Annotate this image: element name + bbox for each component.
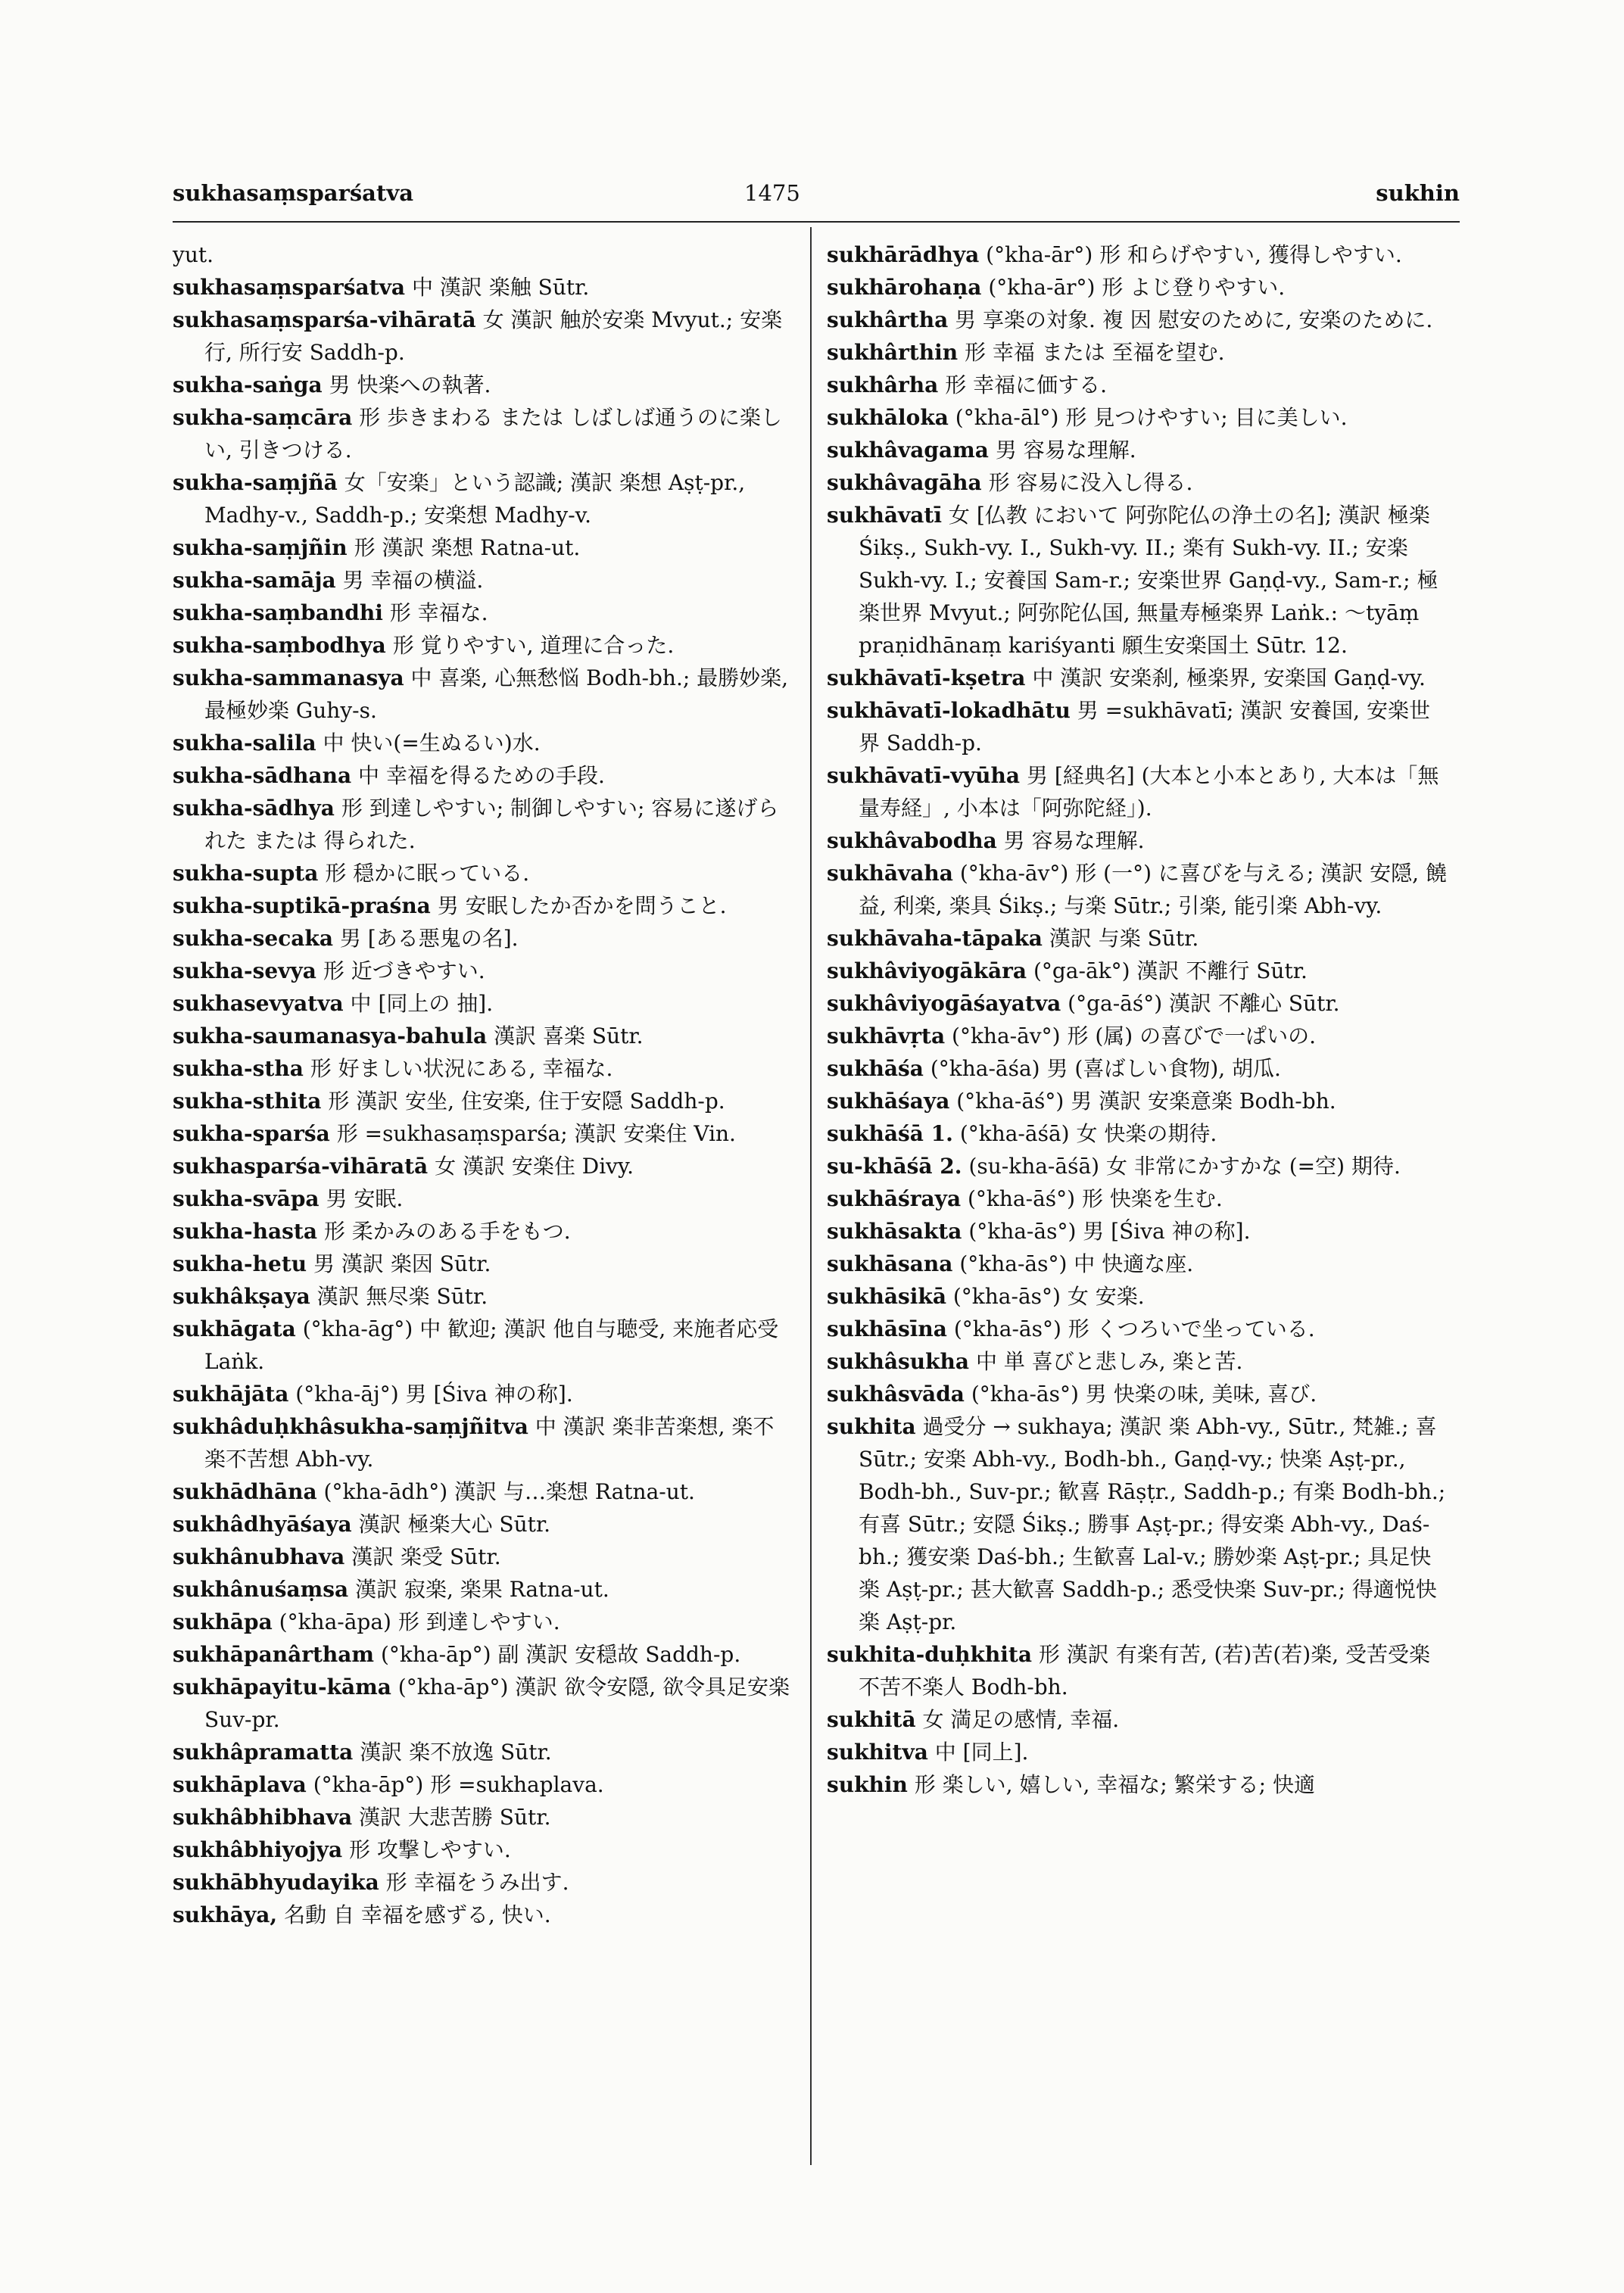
- dictionary-entry: [173, 1085, 793, 1117]
- dictionary-entry: [173, 1606, 793, 1638]
- entry-headword: sukhârthin: [827, 340, 959, 365]
- entry-definition: 中 漢訳 楽非苦楽想, 楽不楽不苦想 Abh-vy.: [204, 1414, 775, 1472]
- entry-definition: 形 近づきやすい.: [323, 958, 485, 983]
- entry-headword: sukhāvatī-vyūha: [827, 763, 1021, 788]
- entry-definition: 形 到達しやすい; 制御しやすい; 容易に遂げられた または 得られた.: [204, 796, 779, 853]
- entry-definition: 女 [仏教 において 阿弥陀仏の浄土の名]; 漢訳 極楽 Śikṣ., Sukh-vy. I., Sukh-vy. II.; 楽有 Sukh-vy. II.; 安楽 Sukh-vy. I.; 安養国 Sam-r.; 安楽世界 Gaṇḍ-vy., Sam-r.; 極楽世界 Mvyut.; 阿弥陀仏国, 無量寿極楽界 Laṅk.: ～tyāṃ praṇidhānaṃ kariśyanti 願生安楽国土 Sūtr. 12.: [859, 503, 1439, 658]
- entry-headword: sukhāloka: [827, 405, 949, 430]
- entry-headword: sukhāpayitu-kāma: [173, 1675, 391, 1699]
- entry-headword: sukha-saṃbodhya: [173, 633, 386, 658]
- entry-definition: 男 快楽への執著.: [329, 372, 491, 397]
- entry-headword: sukhāplava: [173, 1772, 307, 1797]
- entry-definition: 形 好ましい状況にある, 幸福な.: [310, 1056, 613, 1081]
- entry-definition: 中 単 喜びと悲しみ, 楽と苦.: [975, 1349, 1243, 1374]
- entry-definition: (°kha-āg°) 中 歓迎; 漢訳 他自与聴受, 来施者応受 Laṅk.: [204, 1316, 779, 1374]
- entry-definition: 男 容易な理解.: [1003, 828, 1145, 853]
- entry-headword: sukha-saṃbandhi: [173, 600, 383, 625]
- entry-definition: 女 満足の感情, 幸福.: [922, 1707, 1120, 1732]
- dictionary-entry: [827, 466, 1448, 499]
- entry-definition: (°kha-āp°) 副 漢訳 安穏故 Saddh-p.: [380, 1642, 741, 1667]
- entry-definition: (°kha-āś°) 形 快楽を生む.: [968, 1186, 1223, 1211]
- entry-definition: (°kha-ās°) 男 快楽の味, 美味, 喜び.: [971, 1382, 1317, 1407]
- entry-definition: 形 歩きまわる または しばしば通うのに楽しい, 引きつける.: [204, 405, 782, 463]
- entry-definition: 女 漢訳 安楽住 Divy.: [435, 1154, 634, 1179]
- entry-headword: sukhāpanârtham: [173, 1642, 375, 1667]
- dictionary-entry: [173, 727, 793, 759]
- entry-definition: (°kha-āp°) 漢訳 欲令安隠, 欲令具足安楽 Suv-pr.: [204, 1675, 790, 1732]
- dictionary-entry: [827, 369, 1448, 401]
- entry-headword: sukhâvagama: [827, 438, 989, 463]
- entry-headword: sukhita-duḥkhita: [827, 1642, 1032, 1667]
- entry-headword: sukhasevyatva: [173, 991, 344, 1016]
- dictionary-entry: [173, 1117, 793, 1150]
- entry-definition: (°kha-ār°) 形 よじ登りやすい.: [988, 275, 1286, 300]
- entry-headword: sukha-sādhana: [173, 763, 352, 788]
- entry-headword: sukhāvṛta: [827, 1023, 946, 1048]
- entry-definition: (su-kha-āśā) 女 非常にかすかな (=空) 期待.: [968, 1154, 1401, 1179]
- dictionary-entry: [173, 1768, 793, 1801]
- dictionary-entry: [173, 1313, 793, 1378]
- dictionary-entry: [173, 531, 793, 564]
- entry-definition: 男 容易な理解.: [995, 438, 1136, 463]
- dictionary-entry: [173, 987, 793, 1020]
- entry-headword: sukhâbhiyojya: [173, 1837, 343, 1862]
- entry-headword: sukhāśa: [827, 1056, 924, 1081]
- entry-headword: sukhitva: [827, 1740, 928, 1765]
- entry-definition: (°kha-āpa) 形 到達しやすい.: [279, 1609, 560, 1634]
- dictionary-entry: [827, 955, 1448, 987]
- dictionary-entry: [173, 889, 793, 922]
- entry-headword: sukhâvabodha: [827, 828, 997, 853]
- entry-headword: sukha-hasta: [173, 1219, 317, 1244]
- entry-headword: sukha-sevya: [173, 958, 316, 983]
- entry-headword: sukhâviyogāśayatva: [827, 991, 1061, 1016]
- dictionary-entry: [827, 271, 1448, 304]
- dictionary-entry: [173, 1573, 793, 1606]
- entry-definition: (°kha-āś°) 男 漢訳 安楽意楽 Bodh-bh.: [956, 1089, 1336, 1114]
- dictionary-entry: [827, 1052, 1448, 1085]
- entry-headword: sukha-samāja: [173, 568, 336, 593]
- entry-headword: sukha-suptikā-praśna: [173, 893, 431, 918]
- entry-headword: sukhâbhibhava: [173, 1805, 353, 1830]
- dictionary-entry: [827, 1020, 1448, 1052]
- dictionary-entry: [827, 1182, 1448, 1215]
- dictionary-entry: [827, 304, 1448, 336]
- entry-definition: 漢訳 無尽楽 Sūtr.: [316, 1284, 488, 1309]
- entry-definition: 漢訳 楽不放逸 Sūtr.: [360, 1740, 552, 1765]
- dictionary-entry: [173, 597, 793, 629]
- entry-headword: sukhāya,: [173, 1902, 278, 1927]
- entry-definition: 形 幸福 または 至福を望む.: [964, 340, 1225, 365]
- entry-headword: sukhāsakta: [827, 1219, 962, 1244]
- entry-headword: sukhārohaṇa: [827, 275, 982, 300]
- entry-definition: 中 幸福を得るための手段.: [358, 763, 605, 788]
- dictionary-entry: [827, 694, 1448, 759]
- dictionary-entry: [173, 1671, 793, 1736]
- dictionary-entry: [827, 824, 1448, 857]
- entry-headword: sukha-sparśa: [173, 1121, 330, 1146]
- entry-definition: 形 幸福に価する.: [945, 372, 1107, 397]
- dictionary-entry: [827, 336, 1448, 369]
- dictionary-entry: [827, 1410, 1448, 1638]
- dictionary-entry: [173, 1866, 793, 1899]
- entry-headword: sukhāpa: [173, 1609, 273, 1634]
- dictionary-entry: [827, 499, 1448, 662]
- entry-headword: sukhânuśaṃsa: [173, 1577, 349, 1602]
- entry-definition: 男 享楽の対象. 複 因 慰安のために, 安楽のために.: [955, 307, 1433, 332]
- entry-definition: 中 喜楽, 心無愁悩 Bodh-bh.; 最勝妙楽, 最極妙楽 Guhy-s.: [204, 665, 789, 723]
- entry-definition: 男 幸福の横溢.: [342, 568, 484, 593]
- entry-headword: sukha-sādhya: [173, 796, 335, 821]
- entry-headword: sukhasparśa-vihāratā: [173, 1154, 429, 1179]
- entry-headword: sukhāvaha-tāpaka: [827, 926, 1043, 951]
- dictionary-entry: [173, 955, 793, 987]
- dictionary-entry: [827, 1215, 1448, 1248]
- dictionary-entry: [173, 1378, 793, 1410]
- entry-headword: sukha-saṃcāra: [173, 405, 353, 430]
- entry-definition: (°kha-āv°) 形 (一°) に喜びを与える; 漢訳 安隠, 饒益, 利楽, 楽具 Śikṣ.; 与楽 Sūtr.; 引楽, 能引楽 Abh-vy.: [859, 861, 1447, 918]
- entry-headword: sukhāvaha: [827, 861, 953, 886]
- dictionary-entry: [173, 401, 793, 466]
- entry-headword: sukhāvatī-lokadhātu: [827, 698, 1071, 723]
- entry-definition: 形 容易に没入し得る.: [988, 470, 1193, 495]
- dictionary-entry: [827, 434, 1448, 466]
- dictionary-entry: [173, 629, 793, 662]
- entry-headword: sukhāśaya: [827, 1089, 950, 1114]
- entry-definition: 男 安眠したか否かを問うこと.: [437, 893, 727, 918]
- entry-headword: sukhâvagāha: [827, 470, 982, 495]
- dictionary-entry: [173, 1248, 793, 1280]
- entry-headword: sukha-saṃjñin: [173, 535, 348, 560]
- entry-definition: (°kha-ās°) 女 安楽.: [952, 1284, 1145, 1309]
- entry-headword: sukha-hetu: [173, 1251, 307, 1276]
- entry-headword: sukhâduḥkhâsukha-saṃjñitva: [173, 1414, 528, 1439]
- dictionary-entry: [173, 1541, 793, 1573]
- entry-definition: (°kha-āp°) 形 =sukhaplava.: [313, 1772, 604, 1797]
- entry-definition: 漢訳 喜楽 Sūtr.: [494, 1023, 644, 1048]
- dictionary-entry: [827, 1378, 1448, 1410]
- entry-headword: sukhasaṃsparśatva: [173, 275, 406, 300]
- dictionary-entry: [827, 1345, 1448, 1378]
- dictionary-entry: [827, 759, 1448, 824]
- entry-definition: 過受分 → sukhaya; 漢訳 楽 Abh-vy., Sūtr., 梵雑.; 喜 Sūtr.; 安楽 Abh-vy., Bodh-bh., Gaṇḍ-vy.; 快楽 Aṣṭ-pr., Bodh-bh., Suv-pr.; 歓喜 Rāṣṭr., Saddh-p.; 有楽 Bodh-bh.; 有喜 Sūtr.; 安隠 Śikṣ.; 勝事 Aṣṭ-pr.; 得安楽 Abh-vy., Daś-bh.; 獲安楽 Daś-bh.; 生歓喜 Lal-v.; 勝妙楽 Aṣṭ-pr.; 具足快楽 Aṣṭ-pr.; 甚大歓喜 Saddh-p.; 悉受快楽 Suv-pr.; 得適悦快楽 Aṣṭ-pr.: [859, 1414, 1446, 1634]
- entry-definition: (°kha-āv°) 形 (属) の喜びで一ぱいの.: [952, 1023, 1316, 1048]
- entry-definition: 漢訳 極楽大心 Sūtr.: [358, 1512, 551, 1537]
- entry-headword: sukhāsana: [827, 1251, 953, 1276]
- entry-headword: sukha-saṅga: [173, 372, 323, 397]
- dictionary-entry: [827, 1280, 1448, 1313]
- entry-definition: 中 快い(=生ぬるい)水.: [323, 731, 541, 756]
- entry-headword: sukhāsikā: [827, 1284, 946, 1309]
- entry-definition: 形 攻撃しやすい.: [349, 1837, 511, 1862]
- entry-headword: sukhārādhya: [827, 242, 980, 267]
- entry-definition: (°kha-ās°) 中 快適な座.: [959, 1251, 1194, 1276]
- dictionary-entry: [827, 1150, 1448, 1182]
- entry-definition: 形 柔かみのある手をもつ.: [323, 1219, 571, 1244]
- entry-headword: sukha-svāpa: [173, 1186, 320, 1211]
- entry-definition: (°kha-āj°) 男 [Śiva 神の称].: [295, 1382, 573, 1407]
- entry-definition: (°kha-ār°) 形 和らげやすい, 獲得しやすい.: [986, 242, 1402, 267]
- dictionary-entry: [827, 987, 1448, 1020]
- entry-definition: 形 幸福な.: [389, 600, 488, 625]
- entry-headword: sukhāsīna: [827, 1316, 947, 1341]
- entry-headword: sukha-stha: [173, 1056, 304, 1081]
- entry-definition: (°kha-āśa) 男 (喜ばしい食物), 胡瓜.: [930, 1056, 1281, 1081]
- entry-headword: sukhita: [827, 1414, 916, 1439]
- dictionary-entry: [827, 1638, 1448, 1703]
- entry-headword: sukhābhyudayika: [173, 1870, 379, 1895]
- entry-headword: sukhârtha: [827, 307, 949, 332]
- entry-definition: 女「安楽」という認識; 漢訳 楽想 Aṣṭ-pr., Madhy-v., Saddh-p.; 安楽想 Madhy-v.: [204, 470, 746, 528]
- entry-definition: 形 覚りやすい, 道理に合った.: [392, 633, 675, 658]
- dictionary-entry: [827, 401, 1448, 434]
- entry-headword: sukhāśā 1.: [827, 1121, 953, 1146]
- entry-definition: 名動 自 幸福を感ずる, 快い.: [284, 1902, 551, 1927]
- dictionary-entry: [827, 1117, 1448, 1150]
- header-rule: [173, 221, 1460, 223]
- dictionary-entry: [827, 1085, 1448, 1117]
- dictionary-entry: [173, 1833, 793, 1866]
- dictionary-entry: [173, 564, 793, 597]
- dictionary-entry: [827, 922, 1448, 955]
- entry-headword: sukhāśraya: [827, 1186, 962, 1211]
- left-column: [173, 238, 793, 1931]
- dictionary-entry: [173, 759, 793, 792]
- entry-headword: sukha-secaka: [173, 926, 333, 951]
- entry-headword: sukha-salila: [173, 731, 316, 756]
- dictionary-entry: [173, 792, 793, 857]
- dictionary-entry: [173, 922, 793, 955]
- dictionary-entry: [173, 662, 793, 727]
- entry-headword: sukhāvatī-kṣetra: [827, 665, 1026, 690]
- entry-definition: (°kha-ās°) 形 くつろいで坐っている.: [953, 1316, 1315, 1341]
- header-right-guide-word: sukhin: [1376, 180, 1460, 206]
- entry-definition: 漢訳 大悲苦勝 Sūtr.: [359, 1805, 551, 1830]
- entry-definition: (°ga-āk°) 漢訳 不離行 Sūtr.: [1033, 958, 1308, 983]
- entry-headword: sukhâdhyāśaya: [173, 1512, 352, 1537]
- entry-headword: sukhârha: [827, 372, 939, 397]
- dictionary-entry: [173, 1638, 793, 1671]
- dictionary-entry: [173, 1182, 793, 1215]
- entry-definition: 形 漢訳 楽想 Ratna-ut.: [354, 535, 581, 560]
- entry-definition: 漢訳 寂楽, 楽果 Ratna-ut.: [355, 1577, 609, 1602]
- dictionary-entry: [173, 1020, 793, 1052]
- dictionary-entry: [827, 1703, 1448, 1736]
- dictionary-entry: [173, 857, 793, 889]
- entry-definition: 形 幸福をうみ出す.: [385, 1870, 569, 1895]
- entry-headword: sukha-sthita: [173, 1089, 322, 1114]
- dictionary-entry: [173, 304, 793, 369]
- dictionary-entry: [173, 1280, 793, 1313]
- entry-definition: 男 =sukhāvatī; 漢訳 安養国, 安楽世界 Saddh-p.: [859, 698, 1430, 756]
- entry-definition: (°kha-āl°) 形 見つけやすい; 目に美しい.: [955, 405, 1348, 430]
- entry-headword: sukhâsukha: [827, 1349, 970, 1374]
- entry-definition: (°kha-ādh°) 漢訳 与…楽想 Ratna-ut.: [323, 1479, 695, 1504]
- entry-definition: 中 [同上].: [934, 1740, 1029, 1765]
- dictionary-entry: [173, 1410, 793, 1475]
- entry-definition: 中 [同上の 抽].: [350, 991, 494, 1016]
- entry-definition: 漢訳 楽受 Sūtr.: [351, 1544, 501, 1569]
- header-left-guide-word: sukhasaṃsparśatva: [173, 180, 414, 206]
- dictionary-entry: [173, 271, 793, 304]
- dictionary-entry: [827, 1768, 1448, 1801]
- entry-headword: sukhâpramatta: [173, 1740, 354, 1765]
- entry-headword: sukhāgata: [173, 1316, 296, 1341]
- entry-headword: sukhāvatī: [827, 503, 943, 528]
- dictionary-entry: [173, 1052, 793, 1085]
- dictionary-entry: [173, 1508, 793, 1541]
- entry-headword: sukhasaṃsparśa-vihāratā: [173, 307, 476, 332]
- entry-headword: sukhitā: [827, 1707, 916, 1732]
- dictionary-entry: [173, 1899, 793, 1931]
- entry-headword: sukhin: [827, 1772, 908, 1797]
- entry-definition: 形 漢訳 安坐, 住安楽, 住于安隠 Saddh-p.: [328, 1089, 725, 1114]
- entry-definition: 形 漢訳 有楽有苦, (若)苦(若)楽, 受苦受楽不苦不楽人 Bodh-bh.: [859, 1642, 1430, 1699]
- entry-headword: sukha-sammanasya: [173, 665, 404, 690]
- entry-definition: 男 [経典名] (大本と小本とあり, 大本は「無量寿経」, 小本は「阿弥陀経」).: [859, 763, 1439, 821]
- entry-headword: sukha-supta: [173, 861, 319, 886]
- entry-definition: 漢訳 与楽 Sūtr.: [1049, 926, 1199, 951]
- entry-headword: sukhājāta: [173, 1382, 289, 1407]
- entry-definition: 形 =sukhasaṃsparśa; 漢訳 安楽住 Vin.: [336, 1121, 736, 1146]
- dictionary-entry: [827, 238, 1448, 271]
- page-number: 1475: [744, 180, 800, 206]
- entry-definition: 形 楽しい, 嬉しい, 幸福な; 繁栄する; 快適: [914, 1772, 1315, 1797]
- dictionary-entry: [827, 1248, 1448, 1280]
- entry-headword: sukhâviyogākāra: [827, 958, 1027, 983]
- dictionary-entry: [173, 369, 793, 401]
- dictionary-entry: [827, 1736, 1448, 1768]
- column-divider: [810, 227, 812, 2165]
- entry-definition: (°kha-āśā) 女 快楽の期待.: [959, 1121, 1217, 1146]
- dictionary-entry: [173, 1215, 793, 1248]
- entry-definition: 男 安眠.: [326, 1186, 404, 1211]
- entry-headword: sukhâsvāda: [827, 1382, 965, 1407]
- dictionary-entry: [173, 1736, 793, 1768]
- entry-headword: sukha-saumanasya-bahula: [173, 1023, 488, 1048]
- entry-definition: 男 漢訳 楽因 Sūtr.: [313, 1251, 491, 1276]
- entry-definition: 中 漢訳 安楽刹, 極楽界, 安楽国 Gaṇḍ-vy.: [1032, 665, 1426, 690]
- entry-definition: (°kha-ās°) 男 [Śiva 神の称].: [968, 1219, 1251, 1244]
- entry-definition: 形 穏かに眠っている.: [325, 861, 530, 886]
- entry-headword: sukhādhāna: [173, 1479, 317, 1504]
- running-header: [173, 180, 1460, 217]
- dictionary-entry: [827, 1313, 1448, 1345]
- entry-definition: 中 漢訳 楽触 Sūtr.: [411, 275, 590, 300]
- dictionary-entry: [173, 1150, 793, 1182]
- entry-headword: sukha-saṃjñā: [173, 470, 338, 495]
- entry-headword: sukhâkṣaya: [173, 1284, 310, 1309]
- dictionary-entry: [173, 238, 793, 271]
- entry-definition: 女 漢訳 触於安楽 Mvyut.; 安楽行, 所行安 Saddh-p.: [204, 307, 783, 365]
- entry-definition: 男 [ある悪鬼の名].: [339, 926, 519, 951]
- entry-headword: su-khāśā 2.: [827, 1154, 962, 1179]
- dictionary-entry: [173, 1801, 793, 1833]
- right-column: [827, 238, 1448, 1801]
- entry-headword: sukhânubhava: [173, 1544, 345, 1569]
- entry-definition: (°ga-āś°) 漢訳 不離心 Sūtr.: [1068, 991, 1340, 1016]
- dictionary-entry: [173, 466, 793, 531]
- entry-definition: yut.: [173, 242, 214, 267]
- dictionary-entry: [827, 857, 1448, 922]
- dictionary-entry: [173, 1475, 793, 1508]
- dictionary-entry: [827, 662, 1448, 694]
